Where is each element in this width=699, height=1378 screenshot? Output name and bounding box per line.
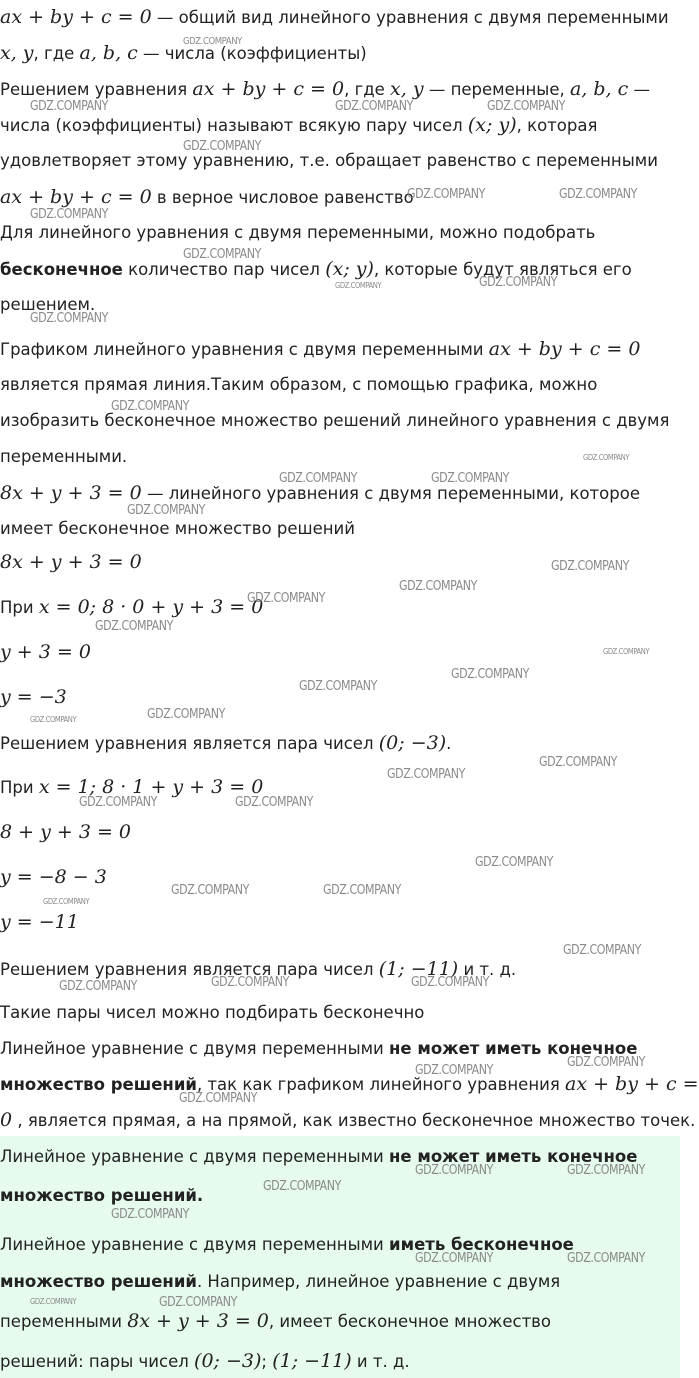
equation: x, y [390,78,424,100]
equation: 0 [0,1109,13,1131]
equation: 8x + y + 3 = 0 [0,551,142,573]
line-graph-4 [0,445,127,469]
text: переменными [0,1312,128,1331]
watermark: GDZ.COMPANY [171,883,249,898]
watermark: GDZ.COMPANY [567,1055,645,1070]
text: и т. д. [351,1352,410,1371]
text: ; [261,1352,273,1371]
text: в верное числовое равенство [151,188,414,207]
watermark: GDZ.COMPANY [399,579,477,594]
watermark: GDZ.COMPANY [335,281,382,290]
text: — линейного уравнения с двумя переменными, которое [141,484,640,503]
line-solution-def-2 [0,113,597,138]
watermark: GDZ.COMPANY [79,795,157,810]
text: удовлетворяет этому уравнению, т.е. обращает равенство с переменными [0,151,658,170]
watermark: GDZ.COMPANY [95,619,173,634]
text: , где [33,44,80,63]
text: — общий вид линейного уравнения с двумя переменными [151,8,669,27]
line-y-plus-3 [0,640,91,665]
equation: 8x + y + 3 = 0 [0,482,142,504]
watermark: GDZ.COMPANY [451,667,529,682]
bold-text: бесконечное [0,260,123,279]
watermark: GDZ.COMPANY [111,399,189,414]
text: При [0,598,39,617]
line-y-minus-3 [0,685,67,710]
watermark: GDZ.COMPANY [211,975,289,990]
text: , так как графиком линейного уравнения [196,1075,566,1094]
line-graph-2 [0,373,597,397]
equation: x = 1; 8 · 1 + y + 3 = 0 [38,776,264,798]
line-equation [0,550,142,575]
bold-text: не может иметь конечное [389,1147,638,1166]
watermark: GDZ.COMPANY [415,1251,493,1266]
line-explain-3 [0,1108,695,1133]
text: Для линейного уравнения с двумя переменными, можно подобрать [0,223,596,242]
text: , является прямая, а на прямой, как известно бесконечное множество точек. [12,1111,696,1130]
bold-text: множество решений [0,1075,197,1094]
watermark: GDZ.COMPANY [159,1295,237,1310]
equation: x = 0; 8 · 0 + y + 3 = 0 [38,596,264,618]
text: Решением уравнения является пара чисел [0,734,379,753]
text: решением. [0,295,96,314]
watermark: GDZ.COMPANY [411,975,489,990]
watermark: GDZ.COMPANY [415,1163,493,1178]
watermark: GDZ.COMPANY [179,1091,257,1106]
text: , имеет бесконечное множество [268,1312,552,1331]
line-solution-pair-1 [0,731,451,756]
text: Линейное уравнение с двумя переменными [0,1235,390,1254]
watermark: GDZ.COMPANY [551,559,629,574]
text: Решением уравнения является пара чисел [0,960,379,979]
line-solution-def-3 [0,149,658,173]
text: решений: пары чисел [0,1352,195,1371]
text: изобразить бесконечное множество решений линейного уравнения с двумя [0,411,670,430]
text: , где [344,80,391,99]
equation: (0; −3) [378,732,447,754]
watermark: GDZ.COMPANY [30,311,108,326]
watermark: GDZ.COMPANY [183,247,261,262]
watermark: GDZ.COMPANY [59,979,137,994]
watermark: GDZ.COMPANY [247,591,325,606]
bold-text: множество решений [0,1272,197,1291]
equation: (0; −3) [194,1350,262,1372]
line-infinite-pairs [0,1001,424,1025]
line-8-y-3 [0,820,131,845]
equation: ax + by + c = [565,1073,699,1095]
line-general-form [0,5,669,30]
text: — переменные, [423,80,570,99]
line-y-minus-11 [0,910,79,935]
watermark: GDZ.COMPANY [235,795,313,810]
line-y-minus-8-3 [0,865,107,890]
watermark: GDZ.COMPANY [431,471,509,486]
text: , которая [516,116,598,135]
watermark: GDZ.COMPANY [263,1179,341,1194]
watermark: GDZ.COMPANY [127,503,205,518]
watermark: GDZ.COMPANY [603,647,650,656]
equation: a, b, c [569,78,629,100]
equation: y = −8 − 3 [0,866,107,888]
equation: (1; −11) [272,1350,352,1372]
watermark: GDZ.COMPANY [567,1163,645,1178]
text: переменными. [0,447,128,466]
text: , которые будут являться его [373,260,632,279]
watermark: GDZ.COMPANY [487,99,565,114]
line-answer-4 [0,1270,560,1294]
line-answer-2 [0,1184,203,1208]
text: . [446,734,452,753]
watermark: GDZ.COMPANY [111,1207,189,1222]
text: Решением уравнения [0,80,193,99]
watermark: GDZ.COMPANY [475,855,553,870]
equation: y + 3 = 0 [0,641,91,663]
text: Графиком линейного уравнения с двумя переменными [0,340,489,359]
watermark: GDZ.COMPANY [183,139,261,154]
text: — [628,80,651,99]
line-x0 [0,595,263,620]
equation: ax + by + c = 0 [192,78,345,100]
equation: (1; −11) [378,958,459,980]
text: имеет бесконечное множество решений [0,519,355,538]
text: При [0,778,39,797]
equation: ax + by + c = 0 [0,186,152,208]
text: Такие пары чисел можно подбирать бесконечно [0,1003,425,1022]
watermark: GDZ.COMPANY [567,1251,645,1266]
line-answer-5 [0,1309,551,1334]
equation: y = −11 [0,911,79,933]
text: — числа (коэффициенты) [137,44,367,63]
line-infinite-1 [0,221,595,245]
equation: y = −3 [0,686,67,708]
bold-text: множество решений. [0,1186,204,1205]
equation: 8x + y + 3 = 0 [127,1310,269,1332]
watermark: GDZ.COMPANY [30,1297,77,1306]
watermark: GDZ.COMPANY [43,897,90,906]
equation: ax + by + c = 0 [0,6,152,28]
watermark: GDZ.COMPANY [299,679,377,694]
watermark: GDZ.COMPANY [479,275,557,290]
text: Линейное уравнение с двумя переменными [0,1147,390,1166]
watermark: GDZ.COMPANY [335,99,413,114]
line-explain-1 [0,1037,637,1061]
text: и т. д. [458,960,517,979]
line-graph-1 [0,337,640,362]
watermark: GDZ.COMPANY [147,707,225,722]
text: является прямая линия.Таким образом, с помощью графика, можно [0,375,598,394]
equation: (x; y) [467,114,517,136]
text: количество пар чисел [122,260,326,279]
watermark: GDZ.COMPANY [30,207,108,222]
watermark: GDZ.COMPANY [583,453,630,462]
line-answer-1 [0,1145,637,1169]
watermark: GDZ.COMPANY [30,99,108,114]
watermark: GDZ.COMPANY [539,755,617,770]
line-example-2 [0,517,355,541]
equation: (x; y) [325,258,374,280]
equation: 8 + y + 3 = 0 [0,821,131,843]
watermark: GDZ.COMPANY [279,471,357,486]
equation: ax + by + c = 0 [488,338,641,360]
watermark: GDZ.COMPANY [30,715,77,724]
watermark: GDZ.COMPANY [559,187,637,202]
line-answer-6 [0,1349,410,1374]
bold-text: не может иметь конечное [389,1039,638,1058]
equation: x, y [0,42,34,64]
line-explain-2 [0,1072,699,1097]
watermark: GDZ.COMPANY [387,767,465,782]
equation: a, b, c [79,42,138,64]
watermark: GDZ.COMPANY [407,187,485,202]
text: Линейное уравнение с двумя переменными [0,1039,390,1058]
watermark: GDZ.COMPANY [183,36,242,47]
line-graph-3 [0,409,669,433]
text: . Например, линейное уравнение с двумя [196,1272,561,1291]
bold-text: иметь бесконечное [389,1235,574,1254]
watermark: GDZ.COMPANY [415,1063,493,1078]
watermark: GDZ.COMPANY [563,943,641,958]
text: числа (коэффициенты) называют всякую пару чисел [0,116,468,135]
watermark: GDZ.COMPANY [323,883,401,898]
